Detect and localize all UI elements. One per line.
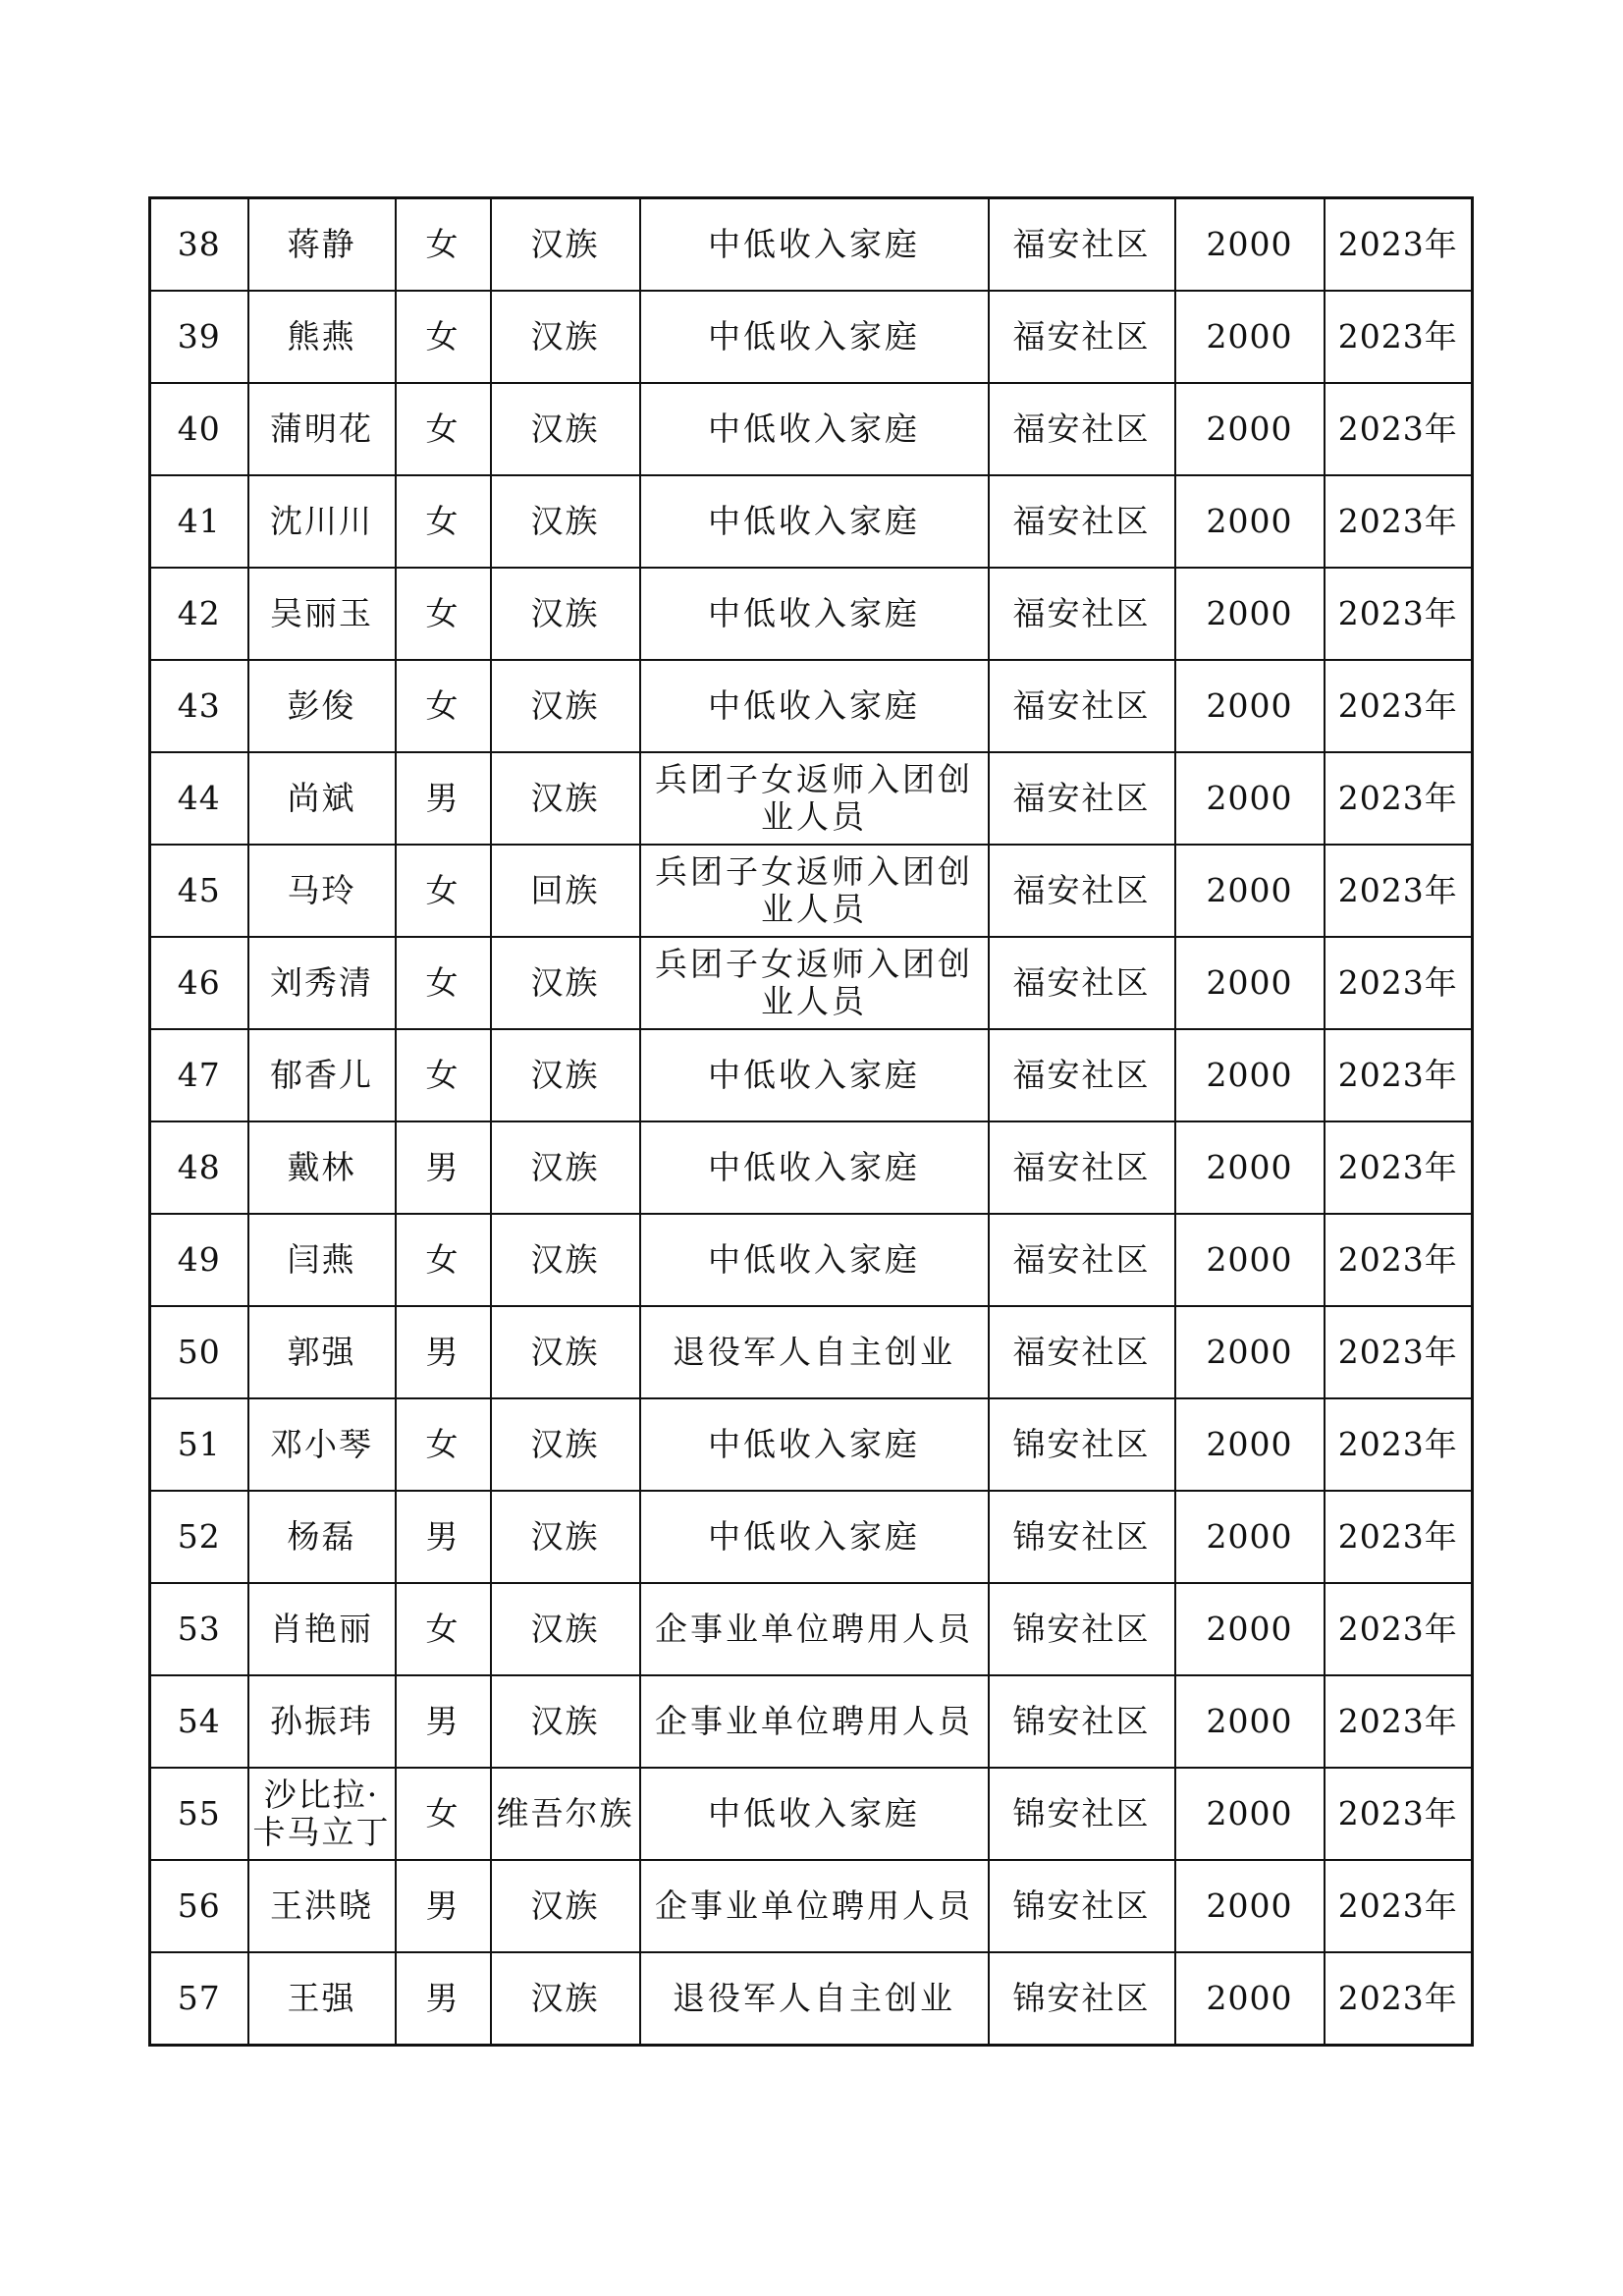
name-cell: 沈川川 [248, 475, 396, 568]
name-cell: 戴林 [248, 1121, 396, 1214]
row-number-cell: 39 [150, 291, 248, 383]
year-cell: 2023年 [1325, 1952, 1473, 2046]
ethnicity-cell: 汉族 [491, 1583, 640, 1675]
gender-cell: 男 [396, 1306, 491, 1398]
name-cell: 闫燕 [248, 1214, 396, 1306]
year-cell: 2023年 [1325, 198, 1473, 292]
category-cell: 兵团子女返师入团创业人员 [640, 937, 989, 1029]
year-cell: 2023年 [1325, 660, 1473, 752]
category-cell: 中低收入家庭 [640, 1398, 989, 1491]
community-cell: 福安社区 [989, 937, 1175, 1029]
category-cell: 退役军人自主创业 [640, 1306, 989, 1398]
table-row [150, 291, 1473, 383]
row-number-cell: 56 [150, 1860, 248, 1952]
name-cell: 沙比拉·卡马立丁 [248, 1768, 396, 1860]
community-cell: 福安社区 [989, 1121, 1175, 1214]
row-number-cell: 57 [150, 1952, 248, 2046]
name-cell: 尚斌 [248, 752, 396, 845]
amount-cell: 2000 [1175, 1491, 1325, 1583]
year-cell: 2023年 [1325, 568, 1473, 660]
name-cell: 熊燕 [248, 291, 396, 383]
name-cell: 孙振玮 [248, 1675, 396, 1768]
table-row [150, 845, 1473, 937]
category-cell: 中低收入家庭 [640, 568, 989, 660]
gender-cell: 女 [396, 568, 491, 660]
amount-cell: 2000 [1175, 660, 1325, 752]
table-row [150, 1121, 1473, 1214]
row-number-cell: 42 [150, 568, 248, 660]
community-cell: 锦安社区 [989, 1768, 1175, 1860]
row-number-cell: 40 [150, 383, 248, 475]
amount-cell: 2000 [1175, 1214, 1325, 1306]
gender-cell: 男 [396, 1952, 491, 2046]
community-cell: 福安社区 [989, 291, 1175, 383]
year-cell: 2023年 [1325, 1121, 1473, 1214]
name-cell: 郭强 [248, 1306, 396, 1398]
name-cell: 吴丽玉 [248, 568, 396, 660]
community-cell: 福安社区 [989, 568, 1175, 660]
gender-cell: 女 [396, 660, 491, 752]
community-cell: 锦安社区 [989, 1491, 1175, 1583]
community-cell: 福安社区 [989, 475, 1175, 568]
ethnicity-cell: 回族 [491, 845, 640, 937]
category-cell: 中低收入家庭 [640, 198, 989, 292]
year-cell: 2023年 [1325, 1029, 1473, 1121]
table-row [150, 1952, 1473, 2046]
row-number-cell: 45 [150, 845, 248, 937]
category-cell: 中低收入家庭 [640, 1214, 989, 1306]
amount-cell: 2000 [1175, 1768, 1325, 1860]
ethnicity-cell: 汉族 [491, 1214, 640, 1306]
category-cell: 企事业单位聘用人员 [640, 1860, 989, 1952]
gender-cell: 女 [396, 845, 491, 937]
year-cell: 2023年 [1325, 752, 1473, 845]
row-number-cell: 55 [150, 1768, 248, 1860]
category-cell: 中低收入家庭 [640, 1029, 989, 1121]
category-cell: 中低收入家庭 [640, 1121, 989, 1214]
ethnicity-cell: 汉族 [491, 1029, 640, 1121]
amount-cell: 2000 [1175, 845, 1325, 937]
gender-cell: 女 [396, 1214, 491, 1306]
community-cell: 锦安社区 [989, 1675, 1175, 1768]
table-row [150, 1029, 1473, 1121]
ethnicity-cell: 汉族 [491, 660, 640, 752]
amount-cell: 2000 [1175, 937, 1325, 1029]
gender-cell: 女 [396, 1398, 491, 1491]
community-cell: 福安社区 [989, 198, 1175, 292]
ethnicity-cell: 汉族 [491, 1306, 640, 1398]
year-cell: 2023年 [1325, 1214, 1473, 1306]
gender-cell: 男 [396, 1491, 491, 1583]
table-row [150, 937, 1473, 1029]
amount-cell: 2000 [1175, 1398, 1325, 1491]
community-cell: 锦安社区 [989, 1952, 1175, 2046]
category-cell: 中低收入家庭 [640, 1768, 989, 1860]
amount-cell: 2000 [1175, 1952, 1325, 2046]
community-cell: 锦安社区 [989, 1583, 1175, 1675]
row-number-cell: 53 [150, 1583, 248, 1675]
gender-cell: 女 [396, 198, 491, 292]
table-row [150, 1306, 1473, 1398]
ethnicity-cell: 汉族 [491, 1398, 640, 1491]
community-cell: 福安社区 [989, 752, 1175, 845]
gender-cell: 女 [396, 291, 491, 383]
community-cell: 福安社区 [989, 660, 1175, 752]
table-row [150, 1214, 1473, 1306]
name-cell: 杨磊 [248, 1491, 396, 1583]
row-number-cell: 54 [150, 1675, 248, 1768]
community-cell: 福安社区 [989, 1214, 1175, 1306]
table-row [150, 752, 1473, 845]
amount-cell: 2000 [1175, 1583, 1325, 1675]
row-number-cell: 47 [150, 1029, 248, 1121]
year-cell: 2023年 [1325, 1398, 1473, 1491]
year-cell: 2023年 [1325, 475, 1473, 568]
amount-cell: 2000 [1175, 1121, 1325, 1214]
amount-cell: 2000 [1175, 383, 1325, 475]
row-number-cell: 46 [150, 937, 248, 1029]
amount-cell: 2000 [1175, 1306, 1325, 1398]
ethnicity-cell: 汉族 [491, 1491, 640, 1583]
table-row [150, 1491, 1473, 1583]
year-cell: 2023年 [1325, 1860, 1473, 1952]
gender-cell: 女 [396, 1583, 491, 1675]
table-row [150, 1583, 1473, 1675]
community-cell: 福安社区 [989, 845, 1175, 937]
ethnicity-cell: 汉族 [491, 383, 640, 475]
community-cell: 福安社区 [989, 1029, 1175, 1121]
amount-cell: 2000 [1175, 1029, 1325, 1121]
table-body [150, 198, 1473, 2046]
name-cell: 肖艳丽 [248, 1583, 396, 1675]
table-row [150, 1768, 1473, 1860]
table-row [150, 1860, 1473, 1952]
year-cell: 2023年 [1325, 383, 1473, 475]
name-cell: 蒋静 [248, 198, 396, 292]
amount-cell: 2000 [1175, 752, 1325, 845]
gender-cell: 男 [396, 1121, 491, 1214]
category-cell: 兵团子女返师入团创业人员 [640, 752, 989, 845]
category-cell: 企事业单位聘用人员 [640, 1675, 989, 1768]
table-row [150, 1675, 1473, 1768]
row-number-cell: 43 [150, 660, 248, 752]
ethnicity-cell: 汉族 [491, 291, 640, 383]
community-cell: 福安社区 [989, 1306, 1175, 1398]
ethnicity-cell: 汉族 [491, 937, 640, 1029]
name-cell: 刘秀清 [248, 937, 396, 1029]
table-row [150, 660, 1473, 752]
community-cell: 锦安社区 [989, 1398, 1175, 1491]
recipient-table [148, 196, 1474, 2047]
row-number-cell: 41 [150, 475, 248, 568]
row-number-cell: 51 [150, 1398, 248, 1491]
amount-cell: 2000 [1175, 291, 1325, 383]
table-row [150, 568, 1473, 660]
year-cell: 2023年 [1325, 1583, 1473, 1675]
ethnicity-cell: 汉族 [491, 1121, 640, 1214]
row-number-cell: 50 [150, 1306, 248, 1398]
gender-cell: 女 [396, 1768, 491, 1860]
table-row [150, 383, 1473, 475]
category-cell: 中低收入家庭 [640, 383, 989, 475]
ethnicity-cell: 汉族 [491, 1952, 640, 2046]
gender-cell: 女 [396, 1029, 491, 1121]
gender-cell: 男 [396, 1860, 491, 1952]
ethnicity-cell: 汉族 [491, 475, 640, 568]
ethnicity-cell: 维吾尔族 [491, 1768, 640, 1860]
gender-cell: 女 [396, 475, 491, 568]
gender-cell: 男 [396, 1675, 491, 1768]
year-cell: 2023年 [1325, 1675, 1473, 1768]
category-cell: 兵团子女返师入团创业人员 [640, 845, 989, 937]
category-cell: 中低收入家庭 [640, 291, 989, 383]
gender-cell: 男 [396, 752, 491, 845]
ethnicity-cell: 汉族 [491, 1675, 640, 1768]
row-number-cell: 48 [150, 1121, 248, 1214]
table-row [150, 475, 1473, 568]
year-cell: 2023年 [1325, 1306, 1473, 1398]
name-cell: 王洪晓 [248, 1860, 396, 1952]
ethnicity-cell: 汉族 [491, 568, 640, 660]
community-cell: 锦安社区 [989, 1860, 1175, 1952]
ethnicity-cell: 汉族 [491, 752, 640, 845]
row-number-cell: 52 [150, 1491, 248, 1583]
table-row [150, 198, 1473, 292]
name-cell: 马玲 [248, 845, 396, 937]
amount-cell: 2000 [1175, 568, 1325, 660]
category-cell: 企事业单位聘用人员 [640, 1583, 989, 1675]
name-cell: 王强 [248, 1952, 396, 2046]
year-cell: 2023年 [1325, 937, 1473, 1029]
community-cell: 福安社区 [989, 383, 1175, 475]
row-number-cell: 49 [150, 1214, 248, 1306]
year-cell: 2023年 [1325, 291, 1473, 383]
year-cell: 2023年 [1325, 1768, 1473, 1860]
amount-cell: 2000 [1175, 475, 1325, 568]
amount-cell: 2000 [1175, 1860, 1325, 1952]
name-cell: 彭俊 [248, 660, 396, 752]
gender-cell: 女 [396, 937, 491, 1029]
name-cell: 蒲明花 [248, 383, 396, 475]
row-number-cell: 44 [150, 752, 248, 845]
category-cell: 中低收入家庭 [640, 475, 989, 568]
name-cell: 邓小琴 [248, 1398, 396, 1491]
amount-cell: 2000 [1175, 1675, 1325, 1768]
ethnicity-cell: 汉族 [491, 1860, 640, 1952]
category-cell: 中低收入家庭 [640, 660, 989, 752]
year-cell: 2023年 [1325, 1491, 1473, 1583]
name-cell: 郁香儿 [248, 1029, 396, 1121]
table-row [150, 1398, 1473, 1491]
category-cell: 退役军人自主创业 [640, 1952, 989, 2046]
ethnicity-cell: 汉族 [491, 198, 640, 292]
year-cell: 2023年 [1325, 845, 1473, 937]
gender-cell: 女 [396, 383, 491, 475]
row-number-cell: 38 [150, 198, 248, 292]
category-cell: 中低收入家庭 [640, 1491, 989, 1583]
amount-cell: 2000 [1175, 198, 1325, 292]
